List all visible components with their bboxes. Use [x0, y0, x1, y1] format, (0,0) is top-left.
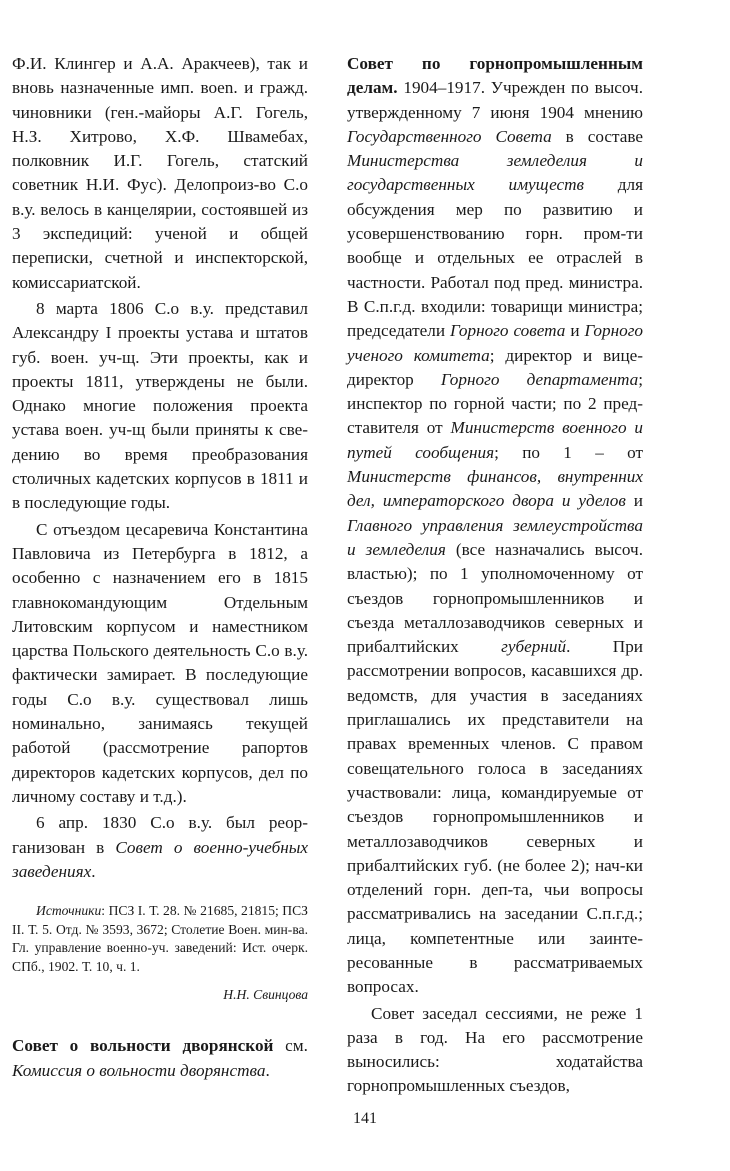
author-signature: Н.Н. Свинцова [223, 987, 308, 1003]
cross-reference: Министерств военного и путей сообщения [347, 418, 643, 462]
cross-reference: Комиссия о вольности дворянства [12, 1060, 266, 1080]
entry-see-also [12, 1034, 308, 1083]
text: для обсуждения мер по развитию и усовершенствованию горн. пром-ти вообще и отдельных ее отраслей в частности. Работал под пред. министра. В С.п.г.д. входили: товарищи министра; председатели [347, 175, 643, 341]
paragraph [12, 811, 308, 884]
sources-text: : ПСЗ I. Т. 28. № 21685, 21815; ПСЗ II. Т. 5. Отд. № 3593, 3672; Столетие Воен. мин-ва. Гл. управление военно-уч. заведений: Ист. очерк. СПб., 1902. Т. 10, ч. 1. [12, 903, 308, 974]
sources-label: Источники [36, 903, 102, 919]
text: см. [273, 1036, 308, 1056]
cross-reference: Горного департамента [440, 369, 639, 389]
cross-reference: Министерств финансов, внутренних дел, императорского двора и уделов [347, 467, 643, 511]
paragraph: 8 марта 1806 С.о в.у. представил Александру I проекты устава и штатов губ. воен. уч-щ. Эти проекты, как и проекты 1811, утверждены не были. Однако многие положения проекта устава воен. уч-щ были приняты к сведению во время преобразования столичных кадетских корпусов в 1811 и в последующие годы. [12, 298, 308, 513]
text: в составе [551, 126, 643, 146]
text: 1904–1917. Учрежден по высоч. утвержденному 7 июня 1904 мнению [347, 78, 643, 122]
text: . При рассмотрении вопросов, касавшихся др. ведомств, для участия в заседаниях приглашались их представители на правах временных членов. С правом совещательного голоса в заседаниях участвовали: лица, командируемые от съездов горнопромышленников и металлозаводчиков северных и прибалтийских губ. (не более 2); нач-ки отделений горн. деп-та, чьи вопросы рассматривались на заседании С.п.г.д.; лица, компетентные или заинтересованные в рассматриваемых вопросах. [347, 637, 643, 997]
entry-paragraph [347, 52, 643, 1000]
text: ; директор и вице-директор [347, 345, 643, 389]
text: ; по 1 – от [494, 442, 643, 462]
cross-reference: Министерства земледелия и государственных имуществ [347, 151, 643, 195]
cross-reference: Главного управления землеустройства и земледелия [347, 515, 643, 559]
cross-reference: губерний [501, 637, 567, 657]
cross-reference: Горного совета [450, 321, 566, 341]
paragraph: Ф.И. Клингер и А.А. Аракчеев), так и вновь назначенные имп. воen. и гражд. чиновники (ген.-майоры А.Г. Гогель, Н.З. Хитрово, Х.Ф. Швамебах, полковник И.Г. Гогель, статский советник Н.И. Фус). Делопроиз-во С.о в.у. велось в канцелярии, состоявшей из 3 экспедиций: ученой и общей переписки, счетной и инспекторской, комиссариатской. [12, 54, 308, 292]
text: . [265, 1060, 270, 1080]
right-column [347, 52, 643, 1099]
text: и [565, 321, 585, 341]
cross-reference: Горного ученого комитета [347, 321, 643, 365]
text: и [625, 491, 643, 511]
cross-reference: Государственного Совета [347, 126, 552, 146]
left-column [12, 52, 308, 1083]
entry-title: Совет о вольности дворянской [12, 1036, 274, 1056]
text: ; инспектор по горной части; по 2 представителя от [347, 369, 643, 438]
text: 6 апр. 1830 С.о в.у. был реорганизован в [12, 813, 308, 857]
paragraph: Совет заседал сессиями, не реже 1 раза в год. На его рассмотрение выносились: ходатайства горнопромышленных съездов, [347, 1003, 643, 1096]
entry-title: Совет по горнопромышленным делам. [347, 54, 643, 98]
cross-reference: Совет о военно-учебных заведениях [12, 837, 309, 881]
sources [12, 902, 308, 976]
paragraph: С отъездом цесаревича Константина Павловича из Петербурга в 1812, а особенно с назначением его в 1815 главнокомандующим Отдельным Литовским корпусом и наместником царства Польского деятельность С.о в.у. фактически замирает. В последующие годы С.о в.у. существовал лишь номинально, занимаясь текущей работой (рассмотрение рапортов директоров кадетских корпусов, дел по личному составу и т.д.). [12, 519, 308, 806]
text: (все назначались высоч. властью); по 1 уполномоченному от съездов горнопромышленников и съезда металлозаводчиков северных и прибалтийских [347, 539, 643, 657]
text: . [91, 861, 96, 881]
page-number: 141 [353, 1110, 377, 1127]
